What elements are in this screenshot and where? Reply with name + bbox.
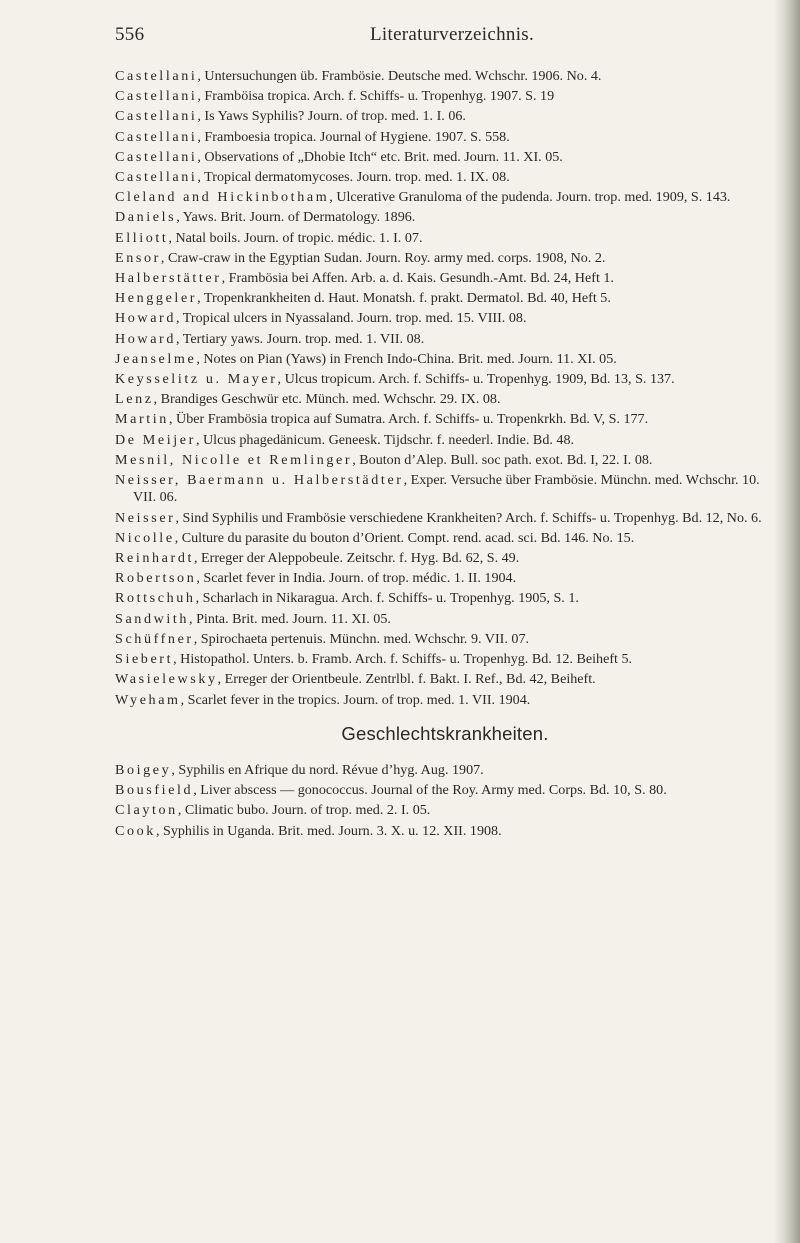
reference-entry <box>115 611 775 628</box>
reference-group-2 <box>115 762 775 840</box>
reference-author: Lenz <box>115 391 154 408</box>
reference-text: , Frambösia bei Affen. Arb. a. d. Kais. Gesundh.-Amt. Bd. 24, Heft 1. <box>221 270 614 287</box>
reference-author: Castellani <box>115 169 198 186</box>
reference-entry <box>115 411 775 428</box>
reference-entry <box>115 570 775 587</box>
reference-author: Martin <box>115 411 169 428</box>
reference-entry <box>115 230 775 247</box>
reference-author: Howard <box>115 330 176 347</box>
reference-text: , Scharlach in Nikaragua. Arch. f. Schiffs- u. Tropenhyg. 1905, S. 1. <box>195 590 579 607</box>
reference-author: Castellani <box>115 148 198 165</box>
reference-text: , Tropical ulcers in Nyassaland. Journ. trop. med. 15. VIII. 08. <box>176 310 527 327</box>
reference-entry <box>115 802 775 819</box>
reference-author: Elliott <box>115 229 169 246</box>
reference-entry <box>115 391 775 408</box>
reference-text: , Pinta. Brit. med. Journ. 11. XI. 05. <box>189 610 391 627</box>
reference-author: Siebert <box>115 651 174 668</box>
reference-text: , Syphilis en Afrique du nord. Révue d’hyg. Aug. 1907. <box>171 761 484 778</box>
reference-entry <box>115 108 775 125</box>
reference-text: , Bouton d’Alep. Bull. soc path. exot. Bd. I, 22. I. 08. <box>352 451 653 468</box>
reference-entry <box>115 129 775 146</box>
reference-author: Rottschuh <box>115 590 196 607</box>
reference-text: , Tropical dermatomycoses. Journ. trop. med. 1. IX. 08. <box>197 169 510 186</box>
reference-author: Neisser <box>115 509 176 526</box>
reference-author: Bousfield <box>115 782 194 799</box>
reference-author: Reinhardt <box>115 550 194 567</box>
reference-entry <box>115 510 775 527</box>
reference-text: , Brandiges Geschwür etc. Münch. med. Wchschr. 29. IX. 08. <box>153 391 501 408</box>
reference-author: Daniels <box>115 209 177 226</box>
reference-author: Castellani <box>115 88 198 105</box>
reference-text: , Sind Syphilis und Frambösie verschiedene Krankheiten? Arch. f. Schiffs- u. Tropenhyg. Bd. 12, No. 6. <box>175 509 762 526</box>
reference-entry <box>115 631 775 648</box>
reference-author: Neisser, Baermann u. Halberstädter <box>115 472 404 489</box>
reference-entry <box>115 530 775 547</box>
reference-text: , Über Frambösia tropica auf Sumatra. Arch. f. Schiffs- u. Tropenkrkh. Bd. V, S. 177. <box>168 411 649 428</box>
reference-text: , Observations of „Dhobie Itch“ etc. Brit. med. Journ. 11. XI. 05. <box>197 148 563 165</box>
reference-author: Castellani <box>115 68 198 84</box>
reference-text: , Untersuchungen üb. Frambösie. Deutsche med. Wchschr. 1906. No. 4. <box>197 68 602 84</box>
running-title: Literaturverzeichnis. <box>370 24 535 45</box>
reference-text: , Is Yaws Syphilis? Journ. of trop. med. 1. I. 06. <box>197 108 466 125</box>
reference-entry <box>115 351 775 368</box>
reference-author: Keysselitz u. Mayer <box>115 371 278 388</box>
reference-entry <box>115 762 775 779</box>
reference-entry <box>115 270 775 287</box>
reference-author: Robertson <box>115 570 197 587</box>
reference-entry <box>115 68 775 85</box>
reference-author: Schüffner <box>115 630 194 647</box>
reference-entry <box>115 452 775 469</box>
reference-author: Ensor <box>115 249 161 266</box>
reference-author: Jeanselme <box>115 350 197 367</box>
reference-entry <box>115 331 775 348</box>
reference-entry <box>115 88 775 105</box>
reference-author: Henggeler <box>115 290 198 307</box>
reference-entry <box>115 250 775 267</box>
reference-text: , Tropenkrankheiten d. Haut. Monatsh. f. prakt. Dermatol. Bd. 40, Heft 5. <box>197 290 611 307</box>
reference-group-1 <box>115 68 775 709</box>
reference-entry <box>115 692 775 709</box>
reference-entry <box>115 290 775 307</box>
reference-entry <box>115 550 775 567</box>
page-edge-shadow <box>774 0 800 1243</box>
reference-entry <box>115 823 775 840</box>
reference-author: Nicolle <box>115 529 175 546</box>
reference-text: , Erreger der Aleppobeule. Zeitschr. f. Hyg. Bd. 62, S. 49. <box>193 550 520 567</box>
reference-author: De Meijer <box>115 431 196 448</box>
reference-text: , Syphilis in Uganda. Brit. med. Journ. 3. X. u. 12. XII. 1908. <box>155 822 502 839</box>
reference-author: Castellani <box>115 128 198 145</box>
reference-author: Cook <box>115 822 156 839</box>
reference-text: , Natal boils. Journ. of tropic. médic. 1. I. 07. <box>168 229 423 246</box>
reference-author: Castellani <box>115 108 198 125</box>
reference-entry <box>115 209 775 226</box>
reference-text: , Framboesia tropica. Journal of Hygiene. 1907. S. 558. <box>197 128 510 145</box>
reference-text: , Craw-craw in the Egyptian Sudan. Journ. Roy. army med. corps. 1908, No. 2. <box>160 249 606 266</box>
reference-entry <box>115 671 775 688</box>
reference-author: Boigey <box>115 761 172 778</box>
reference-author: Wasielewsky <box>115 671 218 688</box>
reference-author: Clayton <box>115 802 178 819</box>
reference-text: , Spirochaeta pertenuis. Münchn. med. Wchschr. 9. VII. 07. <box>193 630 530 647</box>
reference-entry <box>115 782 775 799</box>
reference-entry <box>115 432 775 449</box>
reference-entry <box>115 149 775 166</box>
reference-text: , Histopathol. Unters. b. Framb. Arch. f. Schiffs- u. Tropenhyg. Bd. 12. Beiheft 5. <box>173 651 633 668</box>
reference-author: Mesnil, Nicolle et Remlinger <box>115 451 353 468</box>
reference-author: Howard <box>115 310 176 327</box>
reference-text: , Climatic bubo. Journ. of trop. med. 2. I. 05. <box>177 802 431 819</box>
reference-text: , Ulcerative Granuloma of the pudenda. Journ. trop. med. 1909, S. 143. <box>329 189 731 206</box>
reference-text: , Scarlet fever in the tropics. Journ. of trop. med. 1. VII. 1904. <box>180 691 531 708</box>
reference-entry <box>115 472 775 507</box>
reference-entry <box>115 651 775 668</box>
page-header <box>115 14 715 46</box>
reference-entry <box>115 590 775 607</box>
reference-text: , Culture du parasite du bouton d’Orient. Compt. rend. acad. sci. Bd. 146. No. 15. <box>174 529 635 546</box>
reference-author: Wyeham <box>115 691 181 708</box>
reference-entry <box>115 310 775 327</box>
reference-text: , Ulcus phagedänicum. Geneesk. Tijdschr. f. neederl. Indie. Bd. 48. <box>195 431 575 448</box>
reference-text: , Erreger der Orientbeule. Zentrlbl. f. Bakt. I. Ref., Bd. 42, Beiheft. <box>217 671 596 688</box>
reference-entry <box>115 371 775 388</box>
reference-text: , Tertiary yaws. Journ. trop. med. 1. VII. 08. <box>176 330 425 347</box>
reference-text: , Yaws. Brit. Journ. of Dermatology. 1896. <box>176 209 416 226</box>
reference-text: , Exper. Versuche über Frambösie. Münchn. med. Wchschr. 10. VII. 06. <box>133 472 760 506</box>
reference-author: Halberstätter <box>115 270 222 287</box>
reference-author: Cleland and Hickinbotham <box>115 189 330 206</box>
reference-author: Sandwith <box>115 610 190 627</box>
reference-text: , Ulcus tropicum. Arch. f. Schiffs- u. Tropenhyg. 1909, Bd. 13, S. 137. <box>277 371 675 388</box>
section-heading: Geschlechtskrankheiten. <box>341 722 549 744</box>
reference-entry <box>115 189 775 206</box>
reference-text: , Notes on Pian (Yaws) in French Indo-China. Brit. med. Journ. 11. XI. 05. <box>196 350 617 367</box>
reference-entry <box>115 169 775 186</box>
reference-text: , Scarlet fever in India. Journ. of trop. médic. 1. II. 1904. <box>196 570 517 587</box>
reference-text: , Framböisa tropica. Arch. f. Schiffs- u. Tropenhyg. 1907. S. 19 <box>197 88 555 105</box>
page-number: 556 <box>115 24 145 45</box>
reference-text: , Liver abscess — gonococcus. Journal of the Roy. Army med. Corps. Bd. 10, S. 80. <box>193 782 667 799</box>
reference-list <box>115 68 775 843</box>
